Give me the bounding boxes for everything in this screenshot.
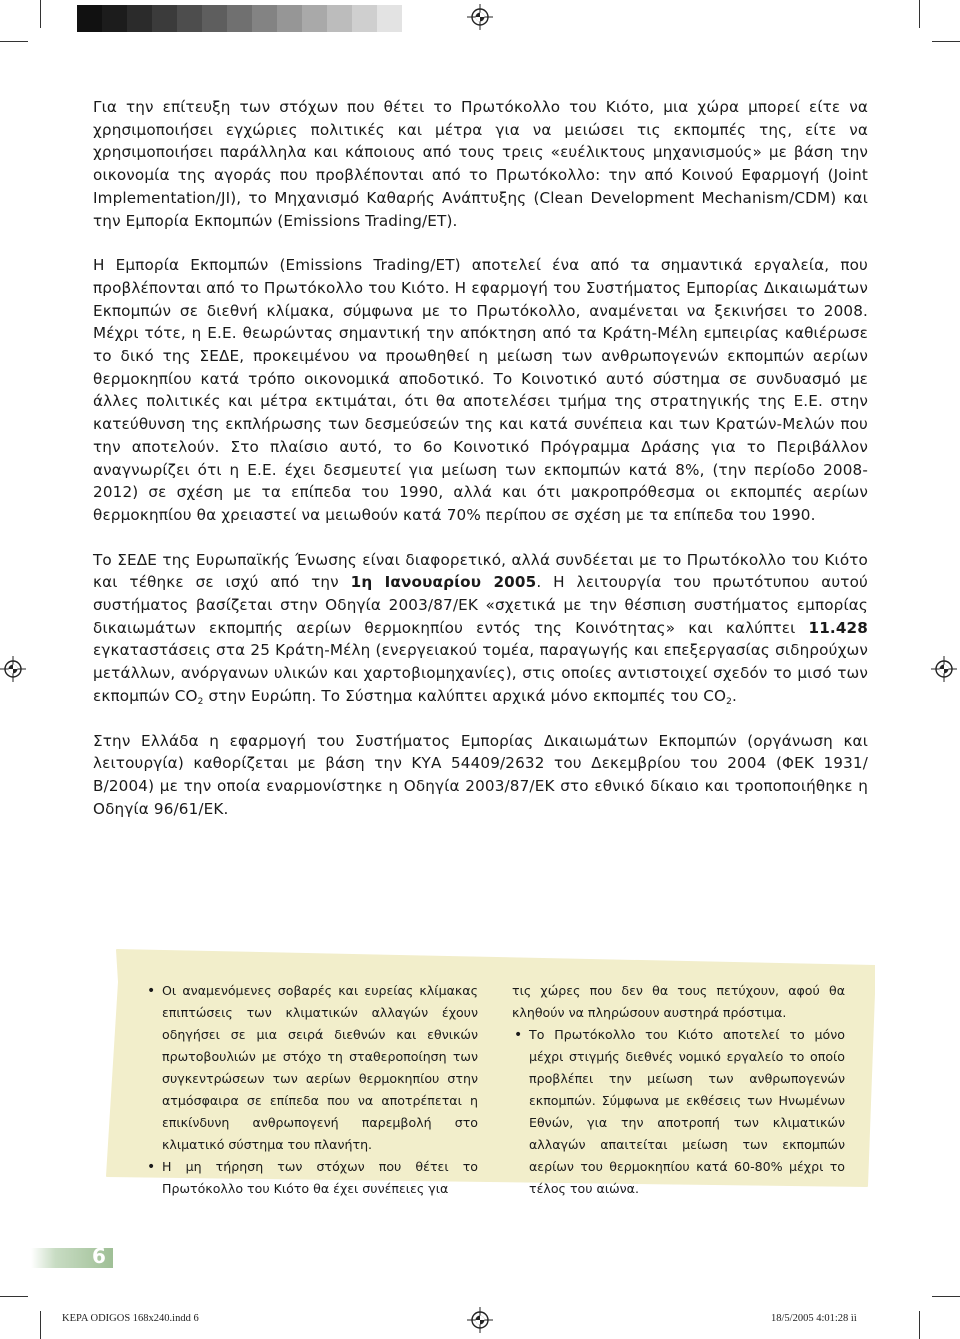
crop-mark: [919, 0, 920, 28]
crop-mark: [0, 41, 28, 42]
page-number: 6: [92, 1244, 106, 1268]
color-swatch: [377, 5, 402, 32]
installation-count: 11.428: [808, 618, 868, 637]
callout-bullet: • Το Πρωτόκολλο του Κιότο αποτελεί το μόνο μέχρι στιγμής διεθνές νομικό εργαλείο το οποίο προβλέπει την μείωση των ανθρωπογενών εκπομπών. Σύμφωνα με εκθέσεις των Ηνωμένων Εθνών, για την αποτροπή των κλιματικών αλλαγών απαιτείται μείωση των εκπομπών αερίων του θερμοκηπίου κατά 60-80% μέχρι το τέλος του αιώνα.: [512, 1024, 845, 1200]
callout-bullet: • Οι αναμενόμενες σοβαρές και ευρείας κλίμακας επιπτώσεις των κλιματικών αλλαγών έχουν οδηγήσει σε μια σειρά διεθνών και εθνικών πρωτοβουλιών με στόχο τη σταθεροποίηση των συγκεντρώσεων των αερίων θερμοκηπίου στην ατμόσφαιρα σε επίπεδα που να αποτρέπεται η επικίνδυνη ανθρωπογενή παρεμβολή στο κλιματικό σύστημα του πλανήτη.: [145, 980, 478, 1156]
print-slug-file: KEPA ODIGOS 168x240.indd 6: [62, 1313, 199, 1324]
paragraph-emissions-trading: Η Εμπορία Εκπομπών (Emissions Trading/ET) αποτελεί ένα από τα σημαντικά εργαλεία, που προβλέπονται από το Πρωτόκολλο του Κιότο. Η εφαρμογή του Συστήματος Εμπορίας Δικαιωμάτων Εκπομπών σε διεθνή κλίμακα, σύμφωνα με το Πρωτόκολλο, αναμένεται να ξεκινήσει το 2008. Μέχρι τότε, η Ε.Ε. θεωρώντας σημαντική την απόκτηση από τα Κράτη-Μέλη εμπειρίας καθιέρωσε το δικό της ΣΕΔΕ, προκειμένου να προωθηθεί η μείωση των ανθρωπογενών εκπομπών αερίων θερμοκηπίου κατά τρόπο οικονομικά αποδοτικό. Το Κοινοτικό αυτό σύστημα σε συνδυασμό με άλλες πολιτικές και μέτρα εκτιμάται, ότι θα αποτελέσει τμήμα της στρατηγικής της Ε.Ε. στην κατεύθυνση της εκπλήρωσης των δεσμεύσεών της και κατά συνέπεια και των Κρατών-Μελών που την αποτελούν. Στο πλαίσιο αυτό, το 6ο Κοινοτικό Πρόγραμμα Δράσης για το Περιβάλλον αναγνωρίζει ότι η Ε.Ε. έχει δεσμευτεί για μείωση των εκπομπών κατά 8%, (την περίοδο 2008-2012) σε σχέση με τα επίπεδα του 1990, αλλά και ότι μακροπρόθεσμα οι εκπομπές αερίων θερμοκηπίου θα χρειαστεί να μειωθούν κατά 70% περίπου σε σχέση με τα επίπεδα του 1990.: [93, 256, 868, 524]
crop-mark: [932, 1296, 960, 1297]
print-slug-date: 18/5/2005 4:01:28 ìì: [771, 1313, 857, 1324]
paragraph-greece: Στην Ελλάδα η εφαρμογή του Συστήματος Εμπορίας Δικαιωμάτων Εκπομπών (οργάνωση και λειτουργία) καθορίζεται με βάση την ΚΥΑ 54409/2632 του Δεκεμβρίου του 2004 (ΦΕΚ 1931/Β/2004) με την οποία εναρμονίστηκε η Οδηγία 2003/87/ΕΚ στο εθνικό δίκαιο και τροποποιήθηκε η Οδηγία 96/61/ΕΚ.: [93, 731, 868, 818]
paragraph-flexible-mechanisms: Για την επίτευξη των στόχων που θέτει το Πρωτόκολλο του Κιότο, μια χώρα μπορεί είτε να χρησιμοποιήσει εγχώριες πολιτικές και μέτρα για να μειώσει τις εκπομπές της, είτε να χρησιμοποιήσει παράλληλα και κάποιους από τους τρεις «ευέλικτους μηχανισμούς» με βάση την οικονομία της αγοράς που προβλέπονται από το Πρωτόκολλο: την από Κοινού Εφαρμογή (Joint Implementation/JI), το Μηχανισμό Καθαρής Ανάπτυξης (Clean Development Mechanism/CDM) και την Εμπορία Εκπομπών (Emissions Trading/ET).: [93, 98, 868, 230]
color-swatch: [177, 5, 202, 32]
callout-bullet-continued: τις χώρες που δεν θα τους πετύχουν, αφού θα κληθούν να πληρώσουν αυστηρά πρόστιμα.: [512, 983, 845, 1020]
start-date: 1η Ιανουαρίου 2005: [350, 573, 537, 592]
callout-right-column: [512, 980, 845, 1200]
color-swatch: [227, 5, 252, 32]
printer-color-bar: [52, 5, 402, 32]
crop-mark: [932, 41, 960, 42]
color-swatch: [252, 5, 277, 32]
color-swatch: [102, 5, 127, 32]
main-text: [93, 96, 868, 820]
crop-mark: [40, 0, 41, 28]
callout-bullet: • Η μη τήρηση των στόχων που θέτει το Πρωτόκολλο του Κιότο θα έχει συνέπειες για: [145, 1156, 478, 1200]
callout-left-column: [145, 980, 478, 1200]
color-swatch: [152, 5, 177, 32]
paragraph-eu-ets: Το ΣΕΔΕ της Ευρωπαϊκής Ένωσης είναι διαφορετικό, αλλά συνδέεται με το Πρωτόκολλο του Κιότο και τέθηκε σε ισχύ από την 1η Ιανουαρίου 2005. Η λειτουργία του πρωτότυπου αυτού συστήματος βασίζεται στην Οδηγία 2003/87/ΕΚ «σχετικά με την θέσπιση συστήματος εμπορίας δικαιωμάτων εκπομπής αερίων θερμοκηπίου εντός της Κοινότητας» και καλύπτει 11.428 εγκαταστάσεις στα 25 Κράτη-Μέλη (ενεργειακού τομέα, παραγωγής και επεξεργασίας σιδηρούχων μετάλλων, ανόργανων υλικών και χαρτοβιομηχανίες), στις οποίες αντιστοιχεί σχεδόν το μισό των εκπομπών $CO_2$ στην Ευρώπη. Το Σύστημα καλύπτει αρχικά μόνο εκπομπές του $CO_2$.: [93, 550, 868, 707]
registration-mark-left-icon: [0, 656, 26, 682]
registration-mark-bottom-icon: [467, 1307, 493, 1333]
color-swatch: [352, 5, 377, 32]
registration-mark-right-icon: [931, 656, 957, 682]
color-swatch: [202, 5, 227, 32]
registration-mark-top-icon: [467, 4, 493, 30]
color-swatch: [127, 5, 152, 32]
color-swatch: [302, 5, 327, 32]
color-swatch: [77, 5, 102, 32]
color-swatch: [277, 5, 302, 32]
crop-mark: [40, 1311, 41, 1339]
crop-mark: [0, 1296, 28, 1297]
color-swatch: [52, 5, 77, 32]
color-swatch: [327, 5, 352, 32]
callout-box: [95, 948, 875, 1196]
crop-mark: [919, 1311, 920, 1339]
